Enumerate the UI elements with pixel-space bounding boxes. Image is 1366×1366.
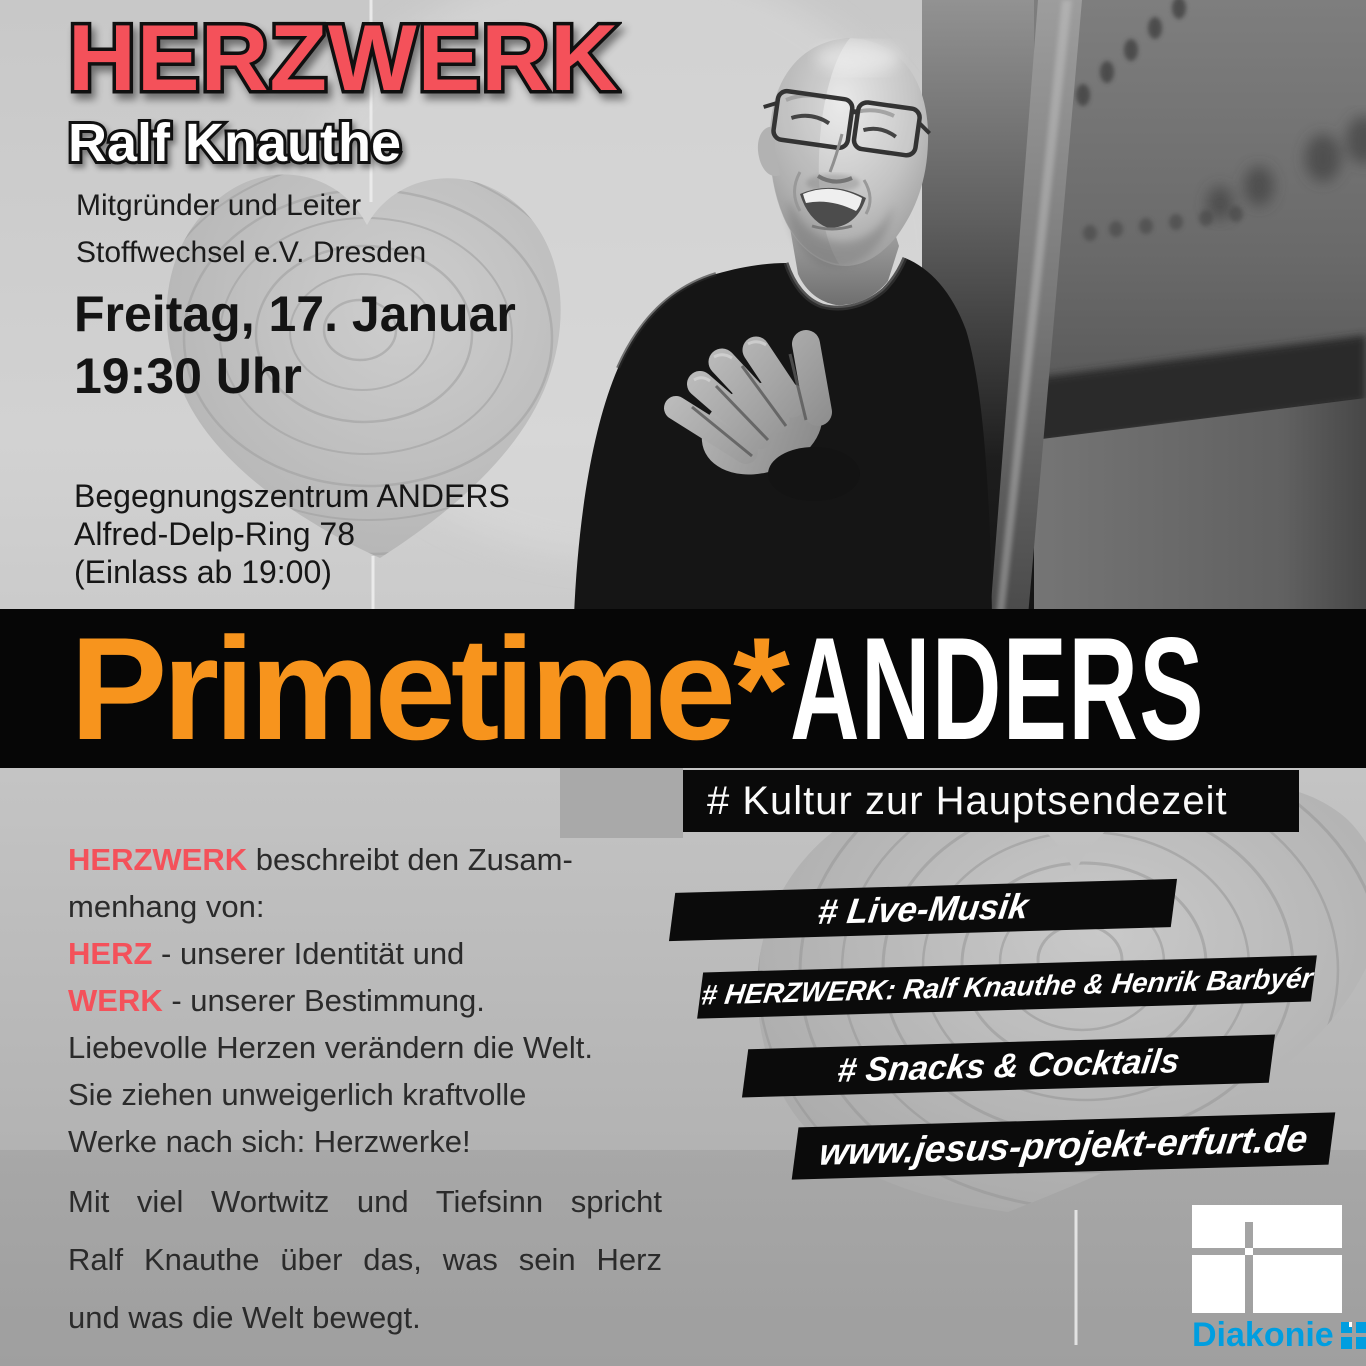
diakonie-name: Diakonie <box>1192 1316 1334 1354</box>
event-date: Freitag, 17. Januar <box>74 286 516 342</box>
description-text <box>68 836 662 1165</box>
diakonie-logo <box>1185 1198 1360 1358</box>
description-line: Sie ziehen unweigerlich kraftvolle <box>68 1077 527 1112</box>
title-primetime: Primetime <box>70 606 731 770</box>
event-datetime <box>74 283 516 407</box>
tag-herzwerk-lineup: # HERZWERK: Ralf Knauthe & Henrik Barbyér <box>697 955 1317 1018</box>
description-line: und was die Welt bewegt. <box>68 1300 421 1335</box>
description-line: WERK - unserer Bestimmung. <box>68 983 485 1018</box>
tag-snacks-cocktails: # Snacks & Cocktails <box>742 1035 1275 1098</box>
event-venue <box>74 477 510 591</box>
description-line: HERZWERK beschreibt den Zusam- <box>68 842 573 877</box>
headline-herzwerk: HERZWERK <box>68 5 620 110</box>
venue-admission: (Einlass ab 19:00) <box>74 554 332 590</box>
speaker-name: Ralf Knauthe <box>68 113 402 173</box>
page-title <box>0 606 1366 770</box>
title-band <box>0 606 1366 770</box>
speaker-role-line1: Mitgründer und Leiter <box>76 189 362 222</box>
subtitle-banner: # Kultur zur Hauptsendezeit <box>683 770 1299 832</box>
description-line: Ralf Knauthe über das, was sein Herz <box>68 1242 662 1277</box>
kronenkreuz-icon <box>1341 1322 1366 1349</box>
speaker-role <box>76 182 426 276</box>
tag-live-musik: # Live-Musik <box>669 879 1177 941</box>
title-anders: ANDERS <box>789 606 1205 770</box>
speaker-role-line2: Stoffwechsel e.V. Dresden <box>76 236 427 269</box>
event-time: 19:30 Uhr <box>74 348 302 404</box>
title-star: * <box>732 606 790 770</box>
venue-street: Alfred-Delp-Ring 78 <box>74 516 356 552</box>
diakonie-wordmark <box>1192 1316 1366 1355</box>
description-line: menhang von: <box>68 889 265 924</box>
photo-edge-patch <box>560 768 683 838</box>
diakonie-crest-icon <box>1192 1205 1352 1320</box>
description-line: Liebevolle Herzen verändern die Welt. <box>68 1030 594 1065</box>
website-banner: www.jesus-projekt-erfurt.de <box>792 1112 1336 1179</box>
description-line: Werke nach sich: Herzwerke! <box>68 1124 471 1159</box>
description-text-2 <box>68 1173 662 1347</box>
venue-name: Begegnungszentrum ANDERS <box>74 478 510 514</box>
description-line: HERZ - unserer Identität und <box>68 936 465 971</box>
description-line: Mit viel Wortwitz und Tiefsinn spricht <box>68 1184 662 1219</box>
